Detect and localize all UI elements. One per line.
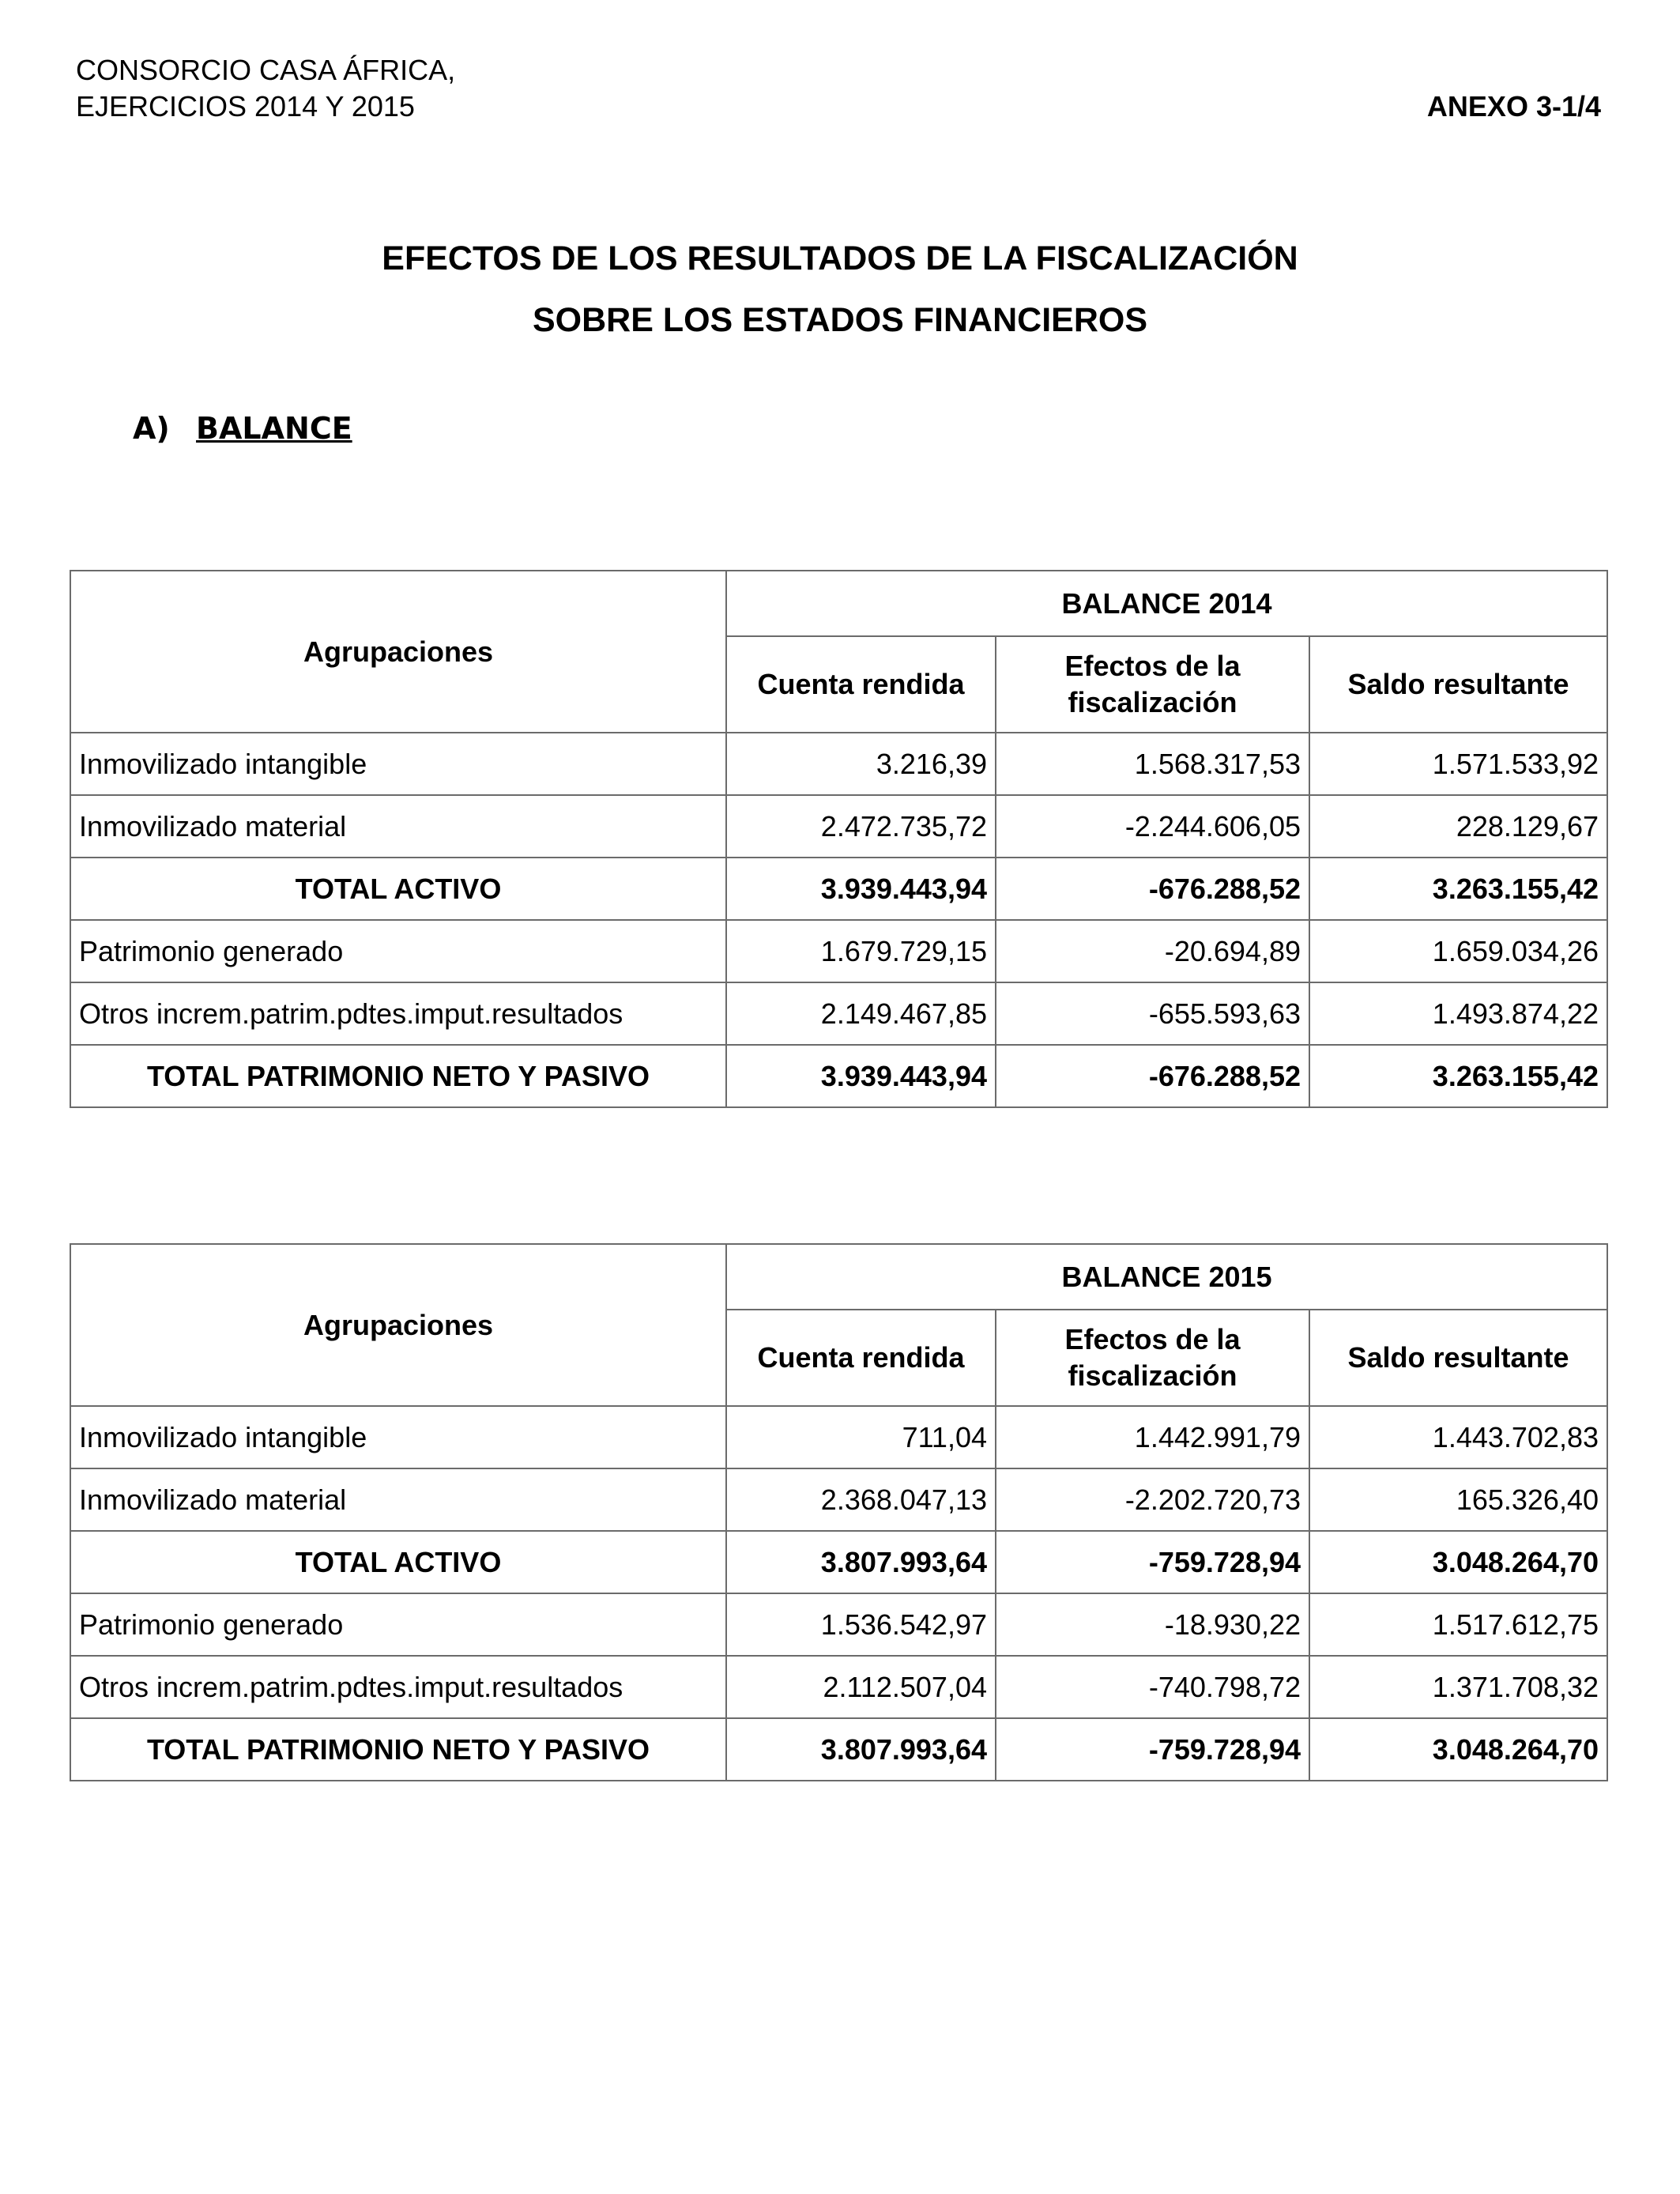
year-header: BALANCE 2015 bbox=[726, 1244, 1607, 1310]
table-row bbox=[70, 982, 1607, 1045]
cell-saldo: 1.571.533,92 bbox=[1309, 733, 1607, 795]
cell-saldo: 1.659.034,26 bbox=[1309, 920, 1607, 982]
column-header-saldo: Saldo resultante bbox=[1309, 1310, 1607, 1406]
column-header-cuenta-rendida: Cuenta rendida bbox=[726, 1310, 996, 1406]
section-heading bbox=[133, 411, 352, 446]
cell-efectos: -759.728,94 bbox=[996, 1531, 1309, 1593]
cell-cuenta-rendida: 711,04 bbox=[726, 1406, 996, 1468]
header-period: EJERCICIOS 2014 Y 2015 bbox=[76, 90, 415, 123]
cell-cuenta-rendida: 2.472.735,72 bbox=[726, 795, 996, 858]
header-entity: CONSORCIO CASA ÁFRICA, bbox=[76, 54, 456, 86]
table-row bbox=[70, 1593, 1607, 1656]
balance-table-2014 bbox=[70, 570, 1608, 1108]
column-header-efectos: Efectos de la fiscalización bbox=[996, 636, 1309, 733]
cell-saldo: 1.371.708,32 bbox=[1309, 1656, 1607, 1718]
row-label: Inmovilizado intangible bbox=[70, 733, 726, 795]
cell-cuenta-rendida: 3.807.993,64 bbox=[726, 1718, 996, 1781]
cell-efectos: 1.568.317,53 bbox=[996, 733, 1309, 795]
row-label: Inmovilizado intangible bbox=[70, 1406, 726, 1468]
cell-saldo: 228.129,67 bbox=[1309, 795, 1607, 858]
row-label: Otros increm.patrim.pdtes.imput.resultados bbox=[70, 982, 726, 1045]
annex-label: ANEXO 3-1/4 bbox=[1426, 90, 1601, 123]
cell-cuenta-rendida: 2.112.507,04 bbox=[726, 1656, 996, 1718]
group-header: Agrupaciones bbox=[70, 1244, 726, 1406]
section-marker: A) bbox=[133, 411, 170, 446]
cell-saldo: 1.517.612,75 bbox=[1309, 1593, 1607, 1656]
cell-cuenta-rendida: 3.807.993,64 bbox=[726, 1531, 996, 1593]
table-row bbox=[70, 795, 1607, 858]
cell-efectos: -20.694,89 bbox=[996, 920, 1309, 982]
cell-efectos: -2.202.720,73 bbox=[996, 1468, 1309, 1531]
balance-table-2015 bbox=[70, 1243, 1608, 1781]
column-header-saldo: Saldo resultante bbox=[1309, 636, 1607, 733]
row-label: Patrimonio generado bbox=[70, 920, 726, 982]
cell-saldo: 3.048.264,70 bbox=[1309, 1718, 1607, 1781]
page-title bbox=[0, 228, 1680, 351]
table-row bbox=[70, 733, 1607, 795]
cell-efectos: -759.728,94 bbox=[996, 1718, 1309, 1781]
cell-saldo: 3.048.264,70 bbox=[1309, 1531, 1607, 1593]
row-label: Inmovilizado material bbox=[70, 1468, 726, 1531]
document-header bbox=[76, 52, 455, 125]
cell-cuenta-rendida: 1.536.542,97 bbox=[726, 1593, 996, 1656]
row-label: TOTAL ACTIVO bbox=[70, 1531, 726, 1593]
cell-cuenta-rendida: 3.939.443,94 bbox=[726, 1045, 996, 1107]
table-row bbox=[70, 1468, 1607, 1531]
cell-cuenta-rendida: 2.368.047,13 bbox=[726, 1468, 996, 1531]
cell-efectos: -18.930,22 bbox=[996, 1593, 1309, 1656]
cell-saldo: 1.493.874,22 bbox=[1309, 982, 1607, 1045]
total-row bbox=[70, 1045, 1607, 1107]
table-row bbox=[70, 1406, 1607, 1468]
cell-saldo: 3.263.155,42 bbox=[1309, 858, 1607, 920]
cell-efectos: -740.798,72 bbox=[996, 1656, 1309, 1718]
group-header: Agrupaciones bbox=[70, 571, 726, 733]
cell-efectos: -676.288,52 bbox=[996, 858, 1309, 920]
total-row bbox=[70, 1531, 1607, 1593]
cell-efectos: -655.593,63 bbox=[996, 982, 1309, 1045]
title-line-2: SOBRE LOS ESTADOS FINANCIEROS bbox=[532, 301, 1148, 339]
cell-cuenta-rendida: 3.939.443,94 bbox=[726, 858, 996, 920]
cell-efectos: -2.244.606,05 bbox=[996, 795, 1309, 858]
table-row bbox=[70, 920, 1607, 982]
cell-efectos: -676.288,52 bbox=[996, 1045, 1309, 1107]
column-header-cuenta-rendida: Cuenta rendida bbox=[726, 636, 996, 733]
cell-saldo: 1.443.702,83 bbox=[1309, 1406, 1607, 1468]
column-header-efectos: Efectos de la fiscalización bbox=[996, 1310, 1309, 1406]
row-label: Otros increm.patrim.pdtes.imput.resultados bbox=[70, 1656, 726, 1718]
cell-saldo: 165.326,40 bbox=[1309, 1468, 1607, 1531]
cell-efectos: 1.442.991,79 bbox=[996, 1406, 1309, 1468]
year-header: BALANCE 2014 bbox=[726, 571, 1607, 636]
row-label: Patrimonio generado bbox=[70, 1593, 726, 1656]
table-row bbox=[70, 1656, 1607, 1718]
title-line-1: EFECTOS DE LOS RESULTADOS DE LA FISCALIZACIÓN bbox=[382, 239, 1298, 277]
row-label: TOTAL PATRIMONIO NETO Y PASIVO bbox=[70, 1718, 726, 1781]
cell-saldo: 3.263.155,42 bbox=[1309, 1045, 1607, 1107]
row-label: TOTAL PATRIMONIO NETO Y PASIVO bbox=[70, 1045, 726, 1107]
total-row bbox=[70, 1718, 1607, 1781]
section-label: BALANCE bbox=[196, 411, 352, 446]
cell-cuenta-rendida: 1.679.729,15 bbox=[726, 920, 996, 982]
row-label: TOTAL ACTIVO bbox=[70, 858, 726, 920]
row-label: Inmovilizado material bbox=[70, 795, 726, 858]
cell-cuenta-rendida: 3.216,39 bbox=[726, 733, 996, 795]
cell-cuenta-rendida: 2.149.467,85 bbox=[726, 982, 996, 1045]
total-row bbox=[70, 858, 1607, 920]
